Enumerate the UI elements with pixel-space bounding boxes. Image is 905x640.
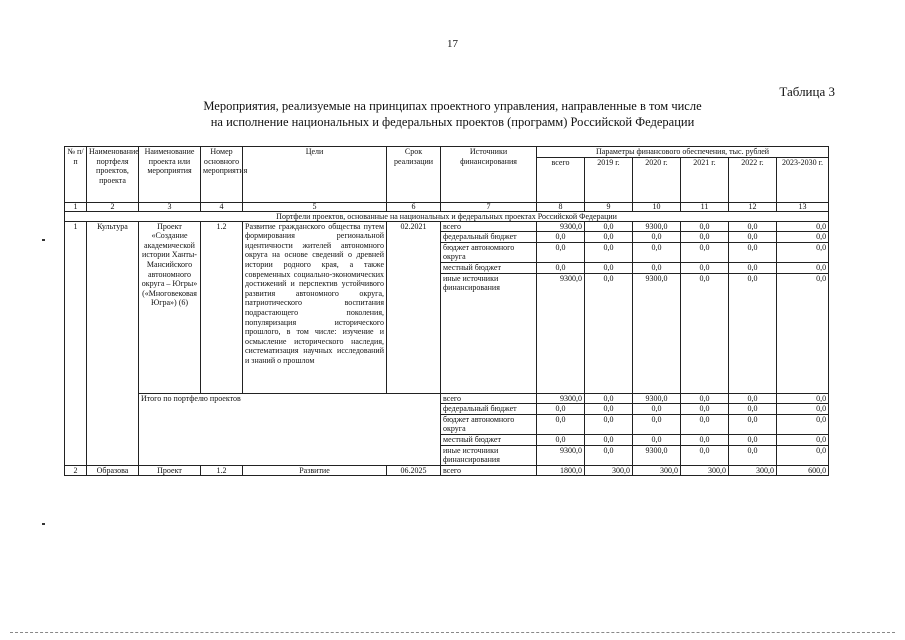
funding-value: 0,0 <box>777 414 829 434</box>
funding-value: 0,0 <box>585 273 633 393</box>
funding-source: иные источники финансирования <box>441 273 537 393</box>
funding-value: 9300,0 <box>537 221 585 232</box>
funding-value: 0,0 <box>633 232 681 243</box>
funding-value: 0,0 <box>777 393 829 404</box>
title-line-2: на исполнение национальных и федеральных проектов (программ) Российской Федерации <box>210 115 695 129</box>
margin-mark <box>42 239 45 241</box>
header-total: всего <box>537 157 585 202</box>
funding-value: 0,0 <box>729 262 777 273</box>
funding-value: 9300,0 <box>633 393 681 404</box>
document-title <box>0 98 905 130</box>
funding-value: 0,0 <box>633 242 681 262</box>
funding-value: 0,0 <box>681 434 729 445</box>
funding-value: 0,0 <box>585 221 633 232</box>
funding-source: местный бюджет <box>441 434 537 445</box>
funding-value: 0,0 <box>537 434 585 445</box>
funding-value: 0,0 <box>585 262 633 273</box>
funding-value: 0,0 <box>681 445 729 465</box>
column-number: 3 <box>139 202 201 211</box>
funding-value: 0,0 <box>681 242 729 262</box>
funding-value: 0,0 <box>777 242 829 262</box>
funding-value: 0,0 <box>729 414 777 434</box>
row-number: 1 <box>65 221 87 465</box>
portfolio-name: Образова <box>87 465 139 476</box>
funding-value: 300,0 <box>585 465 633 476</box>
header-goals: Цели <box>243 147 387 203</box>
funding-value: 0,0 <box>633 434 681 445</box>
goals-text: Развитие гражданского общества путем формирования региональной идентичности жителей автономного округа на основе сведений о древней истории родного края, а также современных социально-экономических достижений и перспектив устойчивого развития автономного округа, патриотического воспитания подрастающего поколения, популяризация исторического прошлого, в том числе: изучение и осмысление исторического наследия, систематизация научных исследований и знаний о прошлом <box>243 221 387 393</box>
header-2021: 2021 г. <box>681 157 729 202</box>
funding-value: 0,0 <box>729 404 777 415</box>
subtotal-row <box>65 393 829 404</box>
margin-mark <box>42 523 45 525</box>
funding-value: 0,0 <box>537 242 585 262</box>
funding-value: 0,0 <box>729 232 777 243</box>
main-activity-number: 1.2 <box>201 465 243 476</box>
funding-value: 0,0 <box>729 242 777 262</box>
table-label: Таблица 3 <box>779 84 835 99</box>
funding-source: бюджет автономного округа <box>441 242 537 262</box>
funding-value: 0,0 <box>633 404 681 415</box>
funding-value: 0,0 <box>537 414 585 434</box>
header-portfolio: Наименование портфеля проектов, проекта <box>87 147 139 203</box>
column-number: 10 <box>633 202 681 211</box>
funding-value: 0,0 <box>729 445 777 465</box>
funding-source: всего <box>441 393 537 404</box>
section-title-row <box>65 211 829 221</box>
goals-text: Развитие <box>243 465 387 476</box>
column-numbers-row <box>65 202 829 211</box>
column-number: 5 <box>243 202 387 211</box>
funding-value: 0,0 <box>681 414 729 434</box>
funding-value: 9300,0 <box>633 445 681 465</box>
funding-value: 9300,0 <box>537 393 585 404</box>
header-params: Параметры финансового обеспечения, тыс. рублей <box>537 147 829 158</box>
column-number: 11 <box>681 202 729 211</box>
funding-value: 0,0 <box>777 445 829 465</box>
funding-value: 300,0 <box>633 465 681 476</box>
header-2019: 2019 г. <box>585 157 633 202</box>
implementation-term: 06.2025 <box>387 465 441 476</box>
projects-table <box>64 146 829 476</box>
funding-value: 0,0 <box>681 262 729 273</box>
header-no: № п/п <box>65 147 87 203</box>
funding-value: 9300,0 <box>537 445 585 465</box>
project-name: Проект «Создание академической истории Ханты-Мансийского автономного округа – Югры» («Многовековая Югра») (6) <box>139 221 201 393</box>
funding-value: 300,0 <box>729 465 777 476</box>
funding-value: 0,0 <box>681 393 729 404</box>
column-number: 7 <box>441 202 537 211</box>
funding-value: 0,0 <box>537 262 585 273</box>
column-number: 4 <box>201 202 243 211</box>
funding-value: 0,0 <box>681 404 729 415</box>
page-number: 17 <box>447 38 458 50</box>
funding-value: 0,0 <box>585 414 633 434</box>
funding-value: 9300,0 <box>633 273 681 393</box>
funding-value: 0,0 <box>681 221 729 232</box>
funding-value: 0,0 <box>777 221 829 232</box>
funding-value: 0,0 <box>585 242 633 262</box>
funding-value: 0,0 <box>729 221 777 232</box>
funding-value: 0,0 <box>537 232 585 243</box>
page-edge-line <box>10 632 895 634</box>
funding-value: 0,0 <box>585 232 633 243</box>
funding-value: 0,0 <box>633 414 681 434</box>
table-row <box>65 465 829 476</box>
funding-value: 0,0 <box>777 262 829 273</box>
funding-source: бюджет автономного округа <box>441 414 537 434</box>
funding-value: 0,0 <box>681 232 729 243</box>
project-name: Проект <box>139 465 201 476</box>
column-number: 8 <box>537 202 585 211</box>
funding-value: 0,0 <box>585 393 633 404</box>
funding-value: 0,0 <box>585 404 633 415</box>
header-number: Номер основного мероприятия <box>201 147 243 203</box>
funding-value: 300,0 <box>681 465 729 476</box>
funding-value: 0,0 <box>633 262 681 273</box>
header-2022: 2022 г. <box>729 157 777 202</box>
funding-value: 0,0 <box>777 273 829 393</box>
column-number: 6 <box>387 202 441 211</box>
row-number: 2 <box>65 465 87 476</box>
main-activity-number: 1.2 <box>201 221 243 393</box>
column-number: 1 <box>65 202 87 211</box>
funding-value: 0,0 <box>729 393 777 404</box>
funding-value: 1800,0 <box>537 465 585 476</box>
header-term: Срок реализации <box>387 147 441 203</box>
funding-value: 0,0 <box>777 232 829 243</box>
funding-source: всего <box>441 221 537 232</box>
header-row <box>65 147 829 158</box>
section-title: Портфели проектов, основанные на национальных и федеральных проектах Российской Федерации <box>65 211 829 221</box>
funding-source: федеральный бюджет <box>441 232 537 243</box>
funding-value: 9300,0 <box>537 273 585 393</box>
column-number: 2 <box>87 202 139 211</box>
funding-value: 0,0 <box>777 404 829 415</box>
header-project: Наименование проекта или мероприятия <box>139 147 201 203</box>
funding-source: федеральный бюджет <box>441 404 537 415</box>
column-number: 13 <box>777 202 829 211</box>
column-number: 9 <box>585 202 633 211</box>
funding-value: 600,0 <box>777 465 829 476</box>
funding-value: 0,0 <box>729 273 777 393</box>
portfolio-name: Культура <box>87 221 139 465</box>
header-sources: Источники финансирования <box>441 147 537 203</box>
funding-value: 0,0 <box>585 434 633 445</box>
subtotal-label: Итого по портфелю проектов <box>139 393 441 465</box>
funding-value: 0,0 <box>729 434 777 445</box>
funding-value: 9300,0 <box>633 221 681 232</box>
table-row <box>65 221 829 232</box>
title-line-1: Мероприятия, реализуемые на принципах проектного управления, направленные в том числе <box>203 99 702 113</box>
funding-value: 0,0 <box>537 404 585 415</box>
funding-value: 0,0 <box>681 273 729 393</box>
implementation-term: 02.2021 <box>387 221 441 393</box>
column-number: 12 <box>729 202 777 211</box>
funding-value: 0,0 <box>777 434 829 445</box>
funding-source: всего <box>441 465 537 476</box>
header-2020: 2020 г. <box>633 157 681 202</box>
header-2023: 2023-2030 г. <box>777 157 829 202</box>
funding-value: 0,0 <box>585 445 633 465</box>
funding-source: иные источники финансирования <box>441 445 537 465</box>
funding-source: местный бюджет <box>441 262 537 273</box>
